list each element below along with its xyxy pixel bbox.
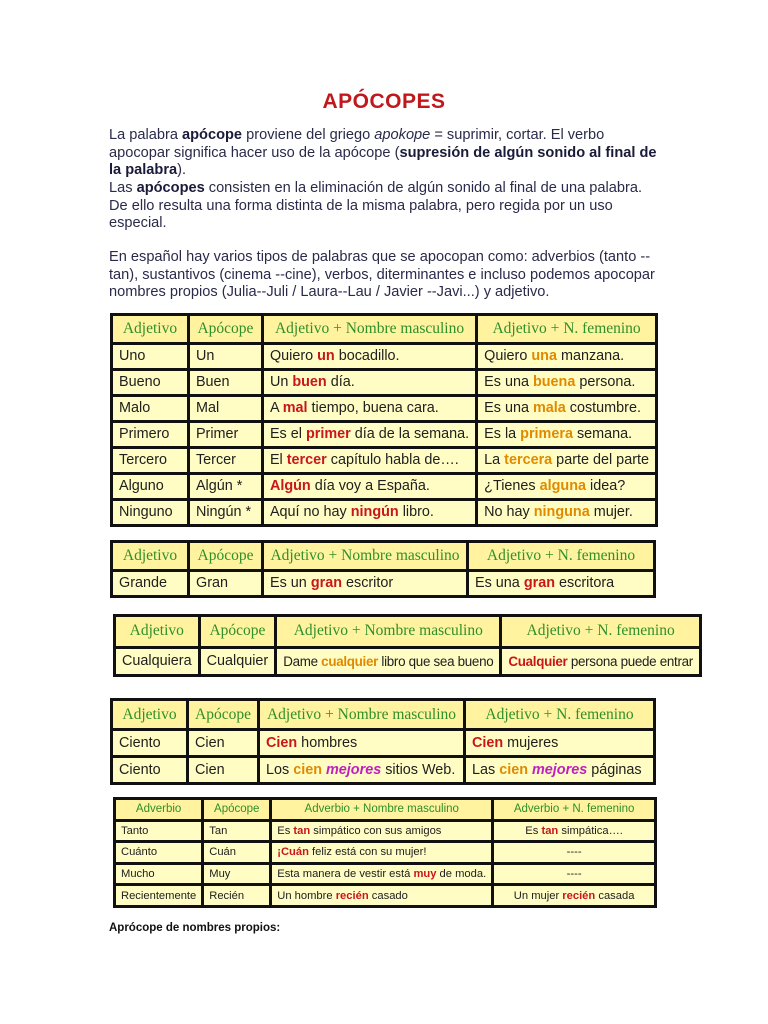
text-segment: = suprimir, cortar. El verbo apocopar significa hacer uso de la apócope (	[109, 127, 605, 161]
page-title: APÓCOPES	[322, 90, 446, 113]
table-cell	[189, 731, 257, 755]
text-segment: No hay	[484, 504, 534, 521]
text-segment: El	[269, 452, 287, 469]
text-segment: alguna	[539, 478, 586, 495]
text-segment: ----	[566, 868, 582, 881]
column-header: Adverbio	[116, 800, 201, 819]
table-cell	[478, 449, 655, 472]
column-header: Adjetivo	[113, 543, 187, 569]
text-segment: costumbre.	[565, 400, 641, 417]
text-segment: apokope	[374, 127, 431, 143]
text-segment: Es una	[484, 400, 533, 417]
apocope-table-cualquiera	[113, 614, 702, 677]
column-header: Adjetivo	[116, 617, 198, 646]
table-row	[116, 822, 654, 841]
intro-paragraph-1	[109, 127, 657, 180]
text-segment: Un	[195, 348, 215, 365]
text-segment: Recién	[209, 889, 245, 902]
column-header: Apócope	[201, 617, 275, 646]
text-segment: consisten en la eliminación de algún sonido al final de una palabra. De ello resulta una forma distinta de la misma palabra, pero regida por un uso especial.	[109, 180, 643, 232]
text-segment: Ninguno	[119, 504, 173, 521]
text-segment: capítulo habla de….	[326, 452, 459, 469]
text-segment: Recientemente	[121, 889, 197, 902]
text-segment: Cualquier	[206, 653, 269, 670]
text-segment: La palabra	[109, 127, 183, 143]
table-cell	[116, 822, 201, 841]
text-segment: Es	[277, 824, 294, 837]
column-header: Adjetivo + N. femenino	[469, 543, 653, 569]
text-segment: Es una	[484, 374, 533, 391]
table-cell	[478, 345, 655, 368]
text-segment: Cien	[266, 735, 298, 751]
text-segment: Cualquiera	[122, 653, 192, 670]
column-header: Adjetivo + Nombre masculino	[277, 617, 499, 646]
table-cell	[204, 843, 269, 862]
table-cell	[189, 758, 257, 782]
text-segment: Cien	[472, 735, 504, 751]
column-header: Adjetivo	[113, 701, 186, 728]
apocope-table-ciento	[110, 698, 656, 785]
text-segment: Mal	[195, 400, 220, 417]
text-segment: hombres	[297, 735, 358, 751]
text-segment: mujeres	[503, 735, 559, 751]
table-cell	[264, 475, 475, 498]
text-segment: Es un	[270, 575, 311, 592]
table-cell	[264, 345, 475, 368]
table-cell	[116, 865, 201, 884]
table-row	[113, 501, 655, 524]
text-segment: cien	[499, 762, 528, 778]
table-row	[113, 449, 655, 472]
text-segment: Grande	[119, 575, 167, 592]
table-cell	[113, 475, 187, 498]
text-segment: Bueno	[119, 374, 161, 391]
text-segment: Cuánto	[121, 846, 158, 859]
table-cell	[272, 822, 491, 841]
text-segment: Un mujer	[513, 889, 563, 902]
text-segment: Primer	[195, 426, 239, 443]
text-segment: cualquier	[321, 653, 379, 669]
table-cell	[478, 371, 655, 394]
table-header-row	[113, 316, 655, 342]
text-segment: tan	[293, 824, 311, 837]
text-segment: mujer.	[589, 504, 633, 521]
column-header: Adjetivo + N. femenino	[466, 701, 653, 728]
text-segment: tercera	[504, 452, 553, 469]
table-row	[113, 572, 653, 595]
table-cell	[113, 758, 186, 782]
table-row	[116, 886, 654, 905]
text-segment: Gran	[196, 575, 228, 592]
column-header: Apócope	[189, 701, 257, 728]
text-segment: libro.	[398, 504, 434, 521]
text-segment: Es el	[269, 426, 306, 443]
table-cell	[113, 572, 187, 595]
text-segment: tercer	[286, 452, 327, 469]
table-cell	[272, 886, 491, 905]
table-cell	[113, 449, 187, 472]
text-segment: Aquí no hay	[269, 504, 351, 521]
table-row	[116, 843, 654, 862]
text-segment: simpática….	[558, 824, 623, 837]
table-cell	[502, 649, 699, 674]
table-cell	[116, 886, 201, 905]
text-segment: día de la semana.	[350, 426, 470, 443]
text-segment: Algún *	[195, 478, 243, 495]
text-segment: Tercero	[119, 452, 167, 469]
column-header: Adjetivo + N. femenino	[502, 617, 699, 646]
text-segment: Mucho	[121, 868, 155, 881]
footer-heading: Aprócope de nombres propios:	[109, 922, 281, 934]
table-row	[113, 758, 653, 782]
table-cell	[466, 758, 653, 782]
text-segment: Tercer	[195, 452, 236, 469]
text-segment: parte del parte	[552, 452, 649, 469]
table-header-row	[116, 617, 699, 646]
table-cell	[113, 731, 186, 755]
text-segment: cien	[293, 762, 322, 778]
text-segment: gran	[523, 575, 555, 592]
table-cell	[204, 886, 269, 905]
text-segment: Algún	[269, 478, 311, 495]
text-segment: apócopes	[136, 180, 205, 196]
text-segment: Quiero	[269, 348, 318, 365]
text-segment: un	[317, 348, 335, 365]
table-cell	[190, 423, 261, 446]
text-segment: Un	[269, 374, 293, 391]
text-segment: feliz está con su mujer!	[308, 846, 427, 859]
table-cell	[494, 865, 654, 884]
table-row	[116, 865, 654, 884]
text-segment: mejores	[532, 762, 588, 778]
text-segment: libro que sea bueno	[378, 653, 494, 669]
table-header-row	[113, 701, 653, 728]
table-cell	[190, 449, 261, 472]
table-cell	[478, 397, 655, 420]
text-segment: Cien	[195, 735, 225, 751]
text-segment: Es la	[484, 426, 521, 443]
text-segment: persona.	[575, 374, 636, 391]
table-cell	[113, 501, 187, 524]
text-segment: gran	[310, 575, 342, 592]
table-row	[113, 475, 655, 498]
text-segment: recién	[562, 889, 596, 902]
column-header: Adjetivo	[113, 316, 187, 342]
column-header: Adjetivo + Nombre masculino	[260, 701, 463, 728]
table-cell	[264, 371, 475, 394]
apocope-table-grande	[110, 540, 656, 598]
column-header: Adjetivo + Nombre masculino	[264, 316, 475, 342]
table-cell	[260, 758, 463, 782]
text-segment: Alguno	[119, 478, 164, 495]
text-segment: recién	[335, 889, 369, 902]
text-segment: de moda.	[436, 868, 487, 881]
table-cell	[478, 475, 655, 498]
text-segment: Cualquier	[508, 653, 568, 669]
table-cell	[264, 397, 475, 420]
table-header-row	[113, 543, 653, 569]
apocope-table-adverbios	[113, 797, 657, 908]
text-segment: Tan	[209, 824, 228, 837]
text-segment: una	[531, 348, 557, 365]
text-segment: Ciento	[119, 735, 161, 751]
text-segment: día voy a España.	[310, 478, 430, 495]
text-segment: bocadillo.	[334, 348, 400, 365]
table-cell	[190, 345, 261, 368]
text-segment: páginas	[587, 762, 642, 778]
column-header: Apócope	[190, 316, 261, 342]
text-segment: Muy	[209, 868, 231, 881]
text-segment: escritora	[555, 575, 615, 592]
text-segment: Buen	[195, 374, 230, 391]
table-cell	[494, 822, 654, 841]
table-cell	[494, 843, 654, 862]
table-cell	[277, 649, 499, 674]
text-segment: ¿Tienes	[484, 478, 540, 495]
text-segment: Ciento	[119, 762, 161, 778]
text-segment: ¡Cuán	[277, 846, 309, 859]
column-header: Adverbio + N. femenino	[494, 800, 654, 819]
text-segment: simpático con sus amigos	[310, 824, 442, 837]
text-segment: escritor	[342, 575, 394, 592]
column-header: Apócope	[190, 543, 261, 569]
table-cell	[272, 843, 491, 862]
text-segment: Ningún *	[195, 504, 252, 521]
text-segment: Tanto	[121, 824, 149, 837]
text-segment: Esta manera de vestir está	[277, 868, 414, 881]
text-segment: tiempo, buena cara.	[307, 400, 439, 417]
text-segment: apócope	[182, 127, 243, 143]
text-segment: Es una	[475, 575, 524, 592]
text-segment: ninguna	[533, 504, 590, 521]
text-segment: buena	[532, 374, 576, 391]
table-row	[113, 371, 655, 394]
table-cell	[116, 649, 198, 674]
text-segment: Primero	[119, 426, 170, 443]
intro-paragraph-2	[109, 180, 657, 233]
table-cell	[190, 371, 261, 394]
text-segment: supresión de algún sonido al final de la palabra	[109, 144, 657, 179]
text-segment: muy	[413, 868, 437, 881]
table-cell	[264, 449, 475, 472]
text-segment: ningún	[350, 504, 399, 521]
text-segment: casado	[368, 889, 408, 902]
table-cell	[264, 423, 475, 446]
text-segment: mal	[282, 400, 308, 417]
text-segment: mala	[532, 400, 566, 417]
table-cell	[494, 886, 654, 905]
table-cell	[190, 475, 261, 498]
text-segment: Las	[472, 762, 500, 778]
text-segment: Un hombre	[277, 889, 336, 902]
text-segment: Malo	[119, 400, 151, 417]
text-segment: ).	[177, 162, 187, 179]
table-cell	[469, 572, 653, 595]
text-segment: casada	[595, 889, 635, 902]
table-cell	[264, 501, 475, 524]
table-cell	[113, 423, 187, 446]
table-cell	[190, 397, 261, 420]
text-segment: Quiero	[484, 348, 532, 365]
text-segment: proviene del griego	[242, 127, 375, 143]
apocope-table-adjetivos	[110, 313, 658, 527]
table-cell	[190, 501, 261, 524]
text-segment: Dame	[283, 653, 322, 669]
column-header: Adverbio + Nombre masculino	[272, 800, 491, 819]
table-cell	[260, 731, 463, 755]
text-segment: Es	[525, 824, 542, 837]
table-header-row	[116, 800, 654, 819]
table-cell	[478, 501, 655, 524]
column-header: Adjetivo + N. femenino	[478, 316, 655, 342]
text-segment: idea?	[586, 478, 626, 495]
table-cell	[204, 865, 269, 884]
text-segment: mejores	[326, 762, 382, 778]
text-segment: tan	[541, 824, 559, 837]
text-segment: sitios Web.	[381, 762, 456, 778]
table-cell	[204, 822, 269, 841]
table-cell	[272, 865, 491, 884]
text-segment: primer	[305, 426, 351, 443]
table-row	[113, 731, 653, 755]
table-cell	[113, 345, 187, 368]
table-cell	[113, 397, 187, 420]
column-header: Apócope	[204, 800, 269, 819]
table-cell	[478, 423, 655, 446]
text-segment: persona puede entrar	[567, 653, 693, 669]
text-segment: Las	[109, 180, 137, 196]
table-row	[113, 423, 655, 446]
text-segment: manzana.	[556, 348, 625, 365]
table-cell	[201, 649, 275, 674]
table-cell	[113, 371, 187, 394]
text-segment: Cuán	[209, 846, 236, 859]
text-segment: día.	[326, 374, 355, 391]
text-segment: ----	[566, 846, 582, 859]
table-cell	[190, 572, 261, 595]
text-segment: A	[269, 400, 283, 417]
table-cell	[264, 572, 466, 595]
table-row	[113, 397, 655, 420]
text-segment: buen	[292, 374, 327, 391]
table-cell	[466, 731, 653, 755]
table-cell	[116, 843, 201, 862]
text-segment: En español hay varios tipos de palabras que se apocopan como: adverbios (tanto -- tan), sustantivos (cinema --cine), verbos, diterminantes e incluso podemos apocopar nombres propios (Julia--Juli / Laura--Lau / Javier --Javi...) y adjetivo.	[109, 249, 655, 301]
text-segment: Los	[266, 762, 294, 778]
table-row	[116, 649, 699, 674]
column-header: Adjetivo + Nombre masculino	[264, 543, 466, 569]
intro-paragraph-3	[109, 249, 657, 302]
text-segment: Cien	[195, 762, 225, 778]
text-segment: La	[484, 452, 505, 469]
text-segment: semana.	[572, 426, 633, 443]
table-row	[113, 345, 655, 368]
text-segment: Uno	[119, 348, 146, 365]
text-segment: primera	[520, 426, 573, 443]
